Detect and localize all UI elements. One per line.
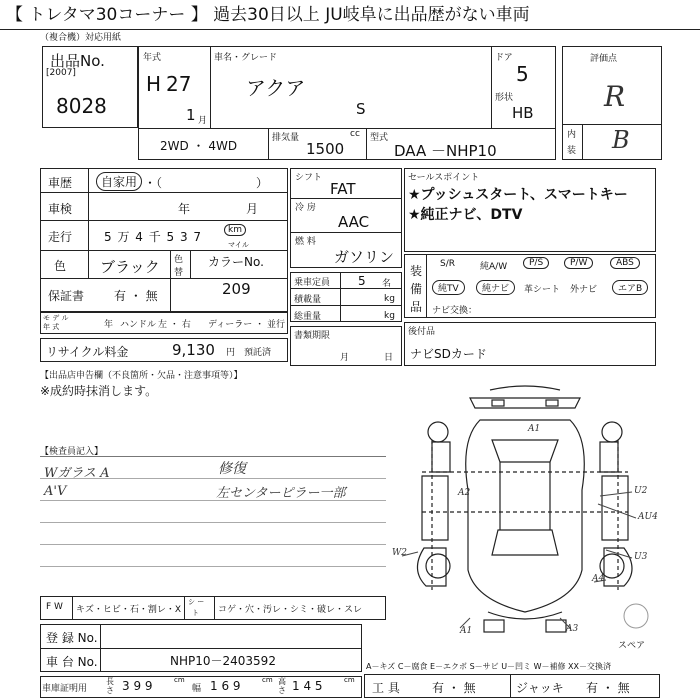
recycle-unit: 円 xyxy=(226,348,236,358)
seller-notes-value: ※成約時抹消します。 xyxy=(40,384,158,398)
model-year-month-unit: 月 xyxy=(198,116,208,126)
interior-label-1: 内 xyxy=(567,130,577,140)
color-code-value: 209 xyxy=(222,280,251,298)
fw-value: キズ・ヒビ・石・割レ・X xyxy=(76,605,181,615)
color-value: ブラック xyxy=(100,258,160,276)
fw-label: F W xyxy=(46,602,63,612)
model-year-era: H xyxy=(146,72,162,96)
equip-alloy: 純A/W xyxy=(480,262,508,272)
length-unit: cm xyxy=(174,676,185,684)
history-label: 車歴 xyxy=(48,176,73,190)
mileage-unit-km: km xyxy=(224,224,246,236)
car-name-label: 車名・グレード xyxy=(214,53,278,63)
registration-label: 登 録 No. xyxy=(46,631,98,645)
damage-mark-u3: U3 xyxy=(634,552,648,562)
color-code-label: カラーNo. xyxy=(208,255,264,269)
rating-label: 評価点 xyxy=(590,54,618,64)
color-change-label-2: 替 xyxy=(174,268,184,278)
docs-period-month: 月 xyxy=(340,353,350,363)
fuel-label: 燃 料 xyxy=(295,237,316,247)
aftermarket-label: 後付品 xyxy=(408,327,436,337)
equip-ps: P/S xyxy=(523,257,549,269)
lot-label: 出品No. xyxy=(50,52,105,70)
recycle-value: 9,130 xyxy=(172,341,215,359)
spare-label: スペア xyxy=(618,641,646,651)
car-grade-value: S xyxy=(356,100,366,118)
history-suffix: ・（ xyxy=(144,176,163,190)
seat-label-2: ト xyxy=(192,609,199,617)
inspector-line1-right: 修復 xyxy=(218,461,246,477)
model-code-label: 型式 xyxy=(370,133,389,143)
inspection-label: 車検 xyxy=(48,202,73,216)
inspection-year-unit: 年 xyxy=(178,202,191,216)
width-unit: cm xyxy=(262,676,273,684)
warranty-value: 有 ・ 無 xyxy=(114,289,158,303)
seller-notes-label: 【出品店申告欄（不良箇所・欠品・注意事項等）】 xyxy=(40,371,243,381)
inspection-month-unit: 月 xyxy=(246,202,259,216)
height-value: 1 4 5 xyxy=(292,679,323,693)
height-unit: cm xyxy=(344,676,355,684)
color-change-label-1: 色 xyxy=(174,255,184,265)
mileage-label: 走行 xyxy=(48,230,73,244)
lot-number: 8028 xyxy=(56,94,107,118)
sales-point-2: ★純正ナビ、DTV xyxy=(408,207,523,223)
capacity-label: 乗車定員 xyxy=(294,278,331,288)
load-unit: kg xyxy=(384,294,395,304)
doors-label: ドア xyxy=(495,53,513,63)
seat-label-1: シ ー xyxy=(188,598,205,606)
displacement-unit: cc xyxy=(350,129,360,139)
jack-label: ジャッキ xyxy=(516,681,564,695)
capacity-value: 5 xyxy=(358,274,366,288)
model-row-label-1: モ デ ル xyxy=(43,314,69,322)
lot-year-stamp: [2007] xyxy=(46,68,76,78)
model-code-value: DAA －NHP10 xyxy=(394,142,497,160)
docs-period-day: 日 xyxy=(384,353,394,363)
mileage-value: 5 万 4 千 5 3 7 xyxy=(104,230,203,244)
equip-abs: ABS xyxy=(610,257,640,269)
inspector-line1-left: Wガラス A xyxy=(44,466,110,481)
height-label: 高さ xyxy=(278,677,286,695)
history-value: 自家用 xyxy=(96,172,142,191)
chassis-value: NHP10－2403592 xyxy=(170,654,276,668)
equipment-label-1: 装 xyxy=(410,264,423,278)
header-note: （複合機）対応用紙 xyxy=(40,33,122,43)
equip-leather: 革シート xyxy=(524,285,561,295)
shape-label: 形状 xyxy=(495,93,514,103)
equip-airbag: エアB xyxy=(612,280,648,295)
equip-navi-swap: ナビ交換： xyxy=(432,306,478,316)
aircon-value: AAC xyxy=(338,213,370,231)
recycle-note: 預託済 xyxy=(244,348,272,358)
capacity-unit: 名 xyxy=(382,279,392,289)
aftermarket-value: ナビSDカード xyxy=(410,347,487,361)
model-year-label: 年式 xyxy=(143,53,162,63)
width-value: 1 6 9 xyxy=(210,679,241,693)
displacement-value: 1500 xyxy=(306,140,345,158)
equipment-label-3: 品 xyxy=(410,300,423,314)
inspector-label: 【検査員記入】 xyxy=(40,447,104,457)
damage-legend: A－キズ C－腐食 E－エクボ S－サビ U－凹ミ W－補修 XX－交換済 xyxy=(366,662,612,671)
model-row-label-2: 年 式 xyxy=(43,323,60,331)
sales-points-label: セールスポイント xyxy=(408,173,480,183)
certificate-label: 車庫証明用 xyxy=(42,684,88,694)
color-label: 色 xyxy=(54,259,67,273)
chassis-label: 車 台 No. xyxy=(46,655,98,669)
drive-type: 2WD ・ 4WD xyxy=(160,139,238,153)
history-close: ） xyxy=(256,176,269,190)
model-year-month: 1 xyxy=(186,106,196,124)
inspector-line2-left: A'V xyxy=(44,484,67,499)
docs-period-label: 書類期限 xyxy=(294,331,331,341)
car-name-value: アクア xyxy=(246,76,306,100)
model-row-year: 年 xyxy=(104,320,114,330)
warranty-label: 保証書 xyxy=(48,289,85,303)
equip-tv: 純TV xyxy=(432,280,465,295)
damage-mark-a1-bottom: A1 xyxy=(460,626,473,636)
interior-label-2: 装 xyxy=(567,146,577,156)
sales-point-1: ★プッシュスタート、スマートキー xyxy=(408,187,628,203)
shift-label: シフト xyxy=(295,173,323,183)
model-row-handle-value: 左 ・ 右 xyxy=(158,320,191,330)
damage-mark-w2: W2 xyxy=(392,548,407,558)
model-row-dealer: ディーラー ・ 並行 xyxy=(208,320,286,330)
equip-navi: 純ナビ xyxy=(476,280,515,295)
seat-value: コゲ・穴・汚レ・シミ・破レ・スレ xyxy=(218,605,363,615)
aircon-label: 冷 房 xyxy=(295,203,316,213)
recycle-label: リサイクル料金 xyxy=(46,345,129,359)
gross-unit: kg xyxy=(384,311,395,321)
damage-mark-a2: A2 xyxy=(458,488,471,498)
model-year-value: 27 xyxy=(166,72,192,96)
fuel-value: ガソリン xyxy=(334,248,395,266)
displacement-label: 排気量 xyxy=(272,133,300,143)
model-row-handle: ハンドル xyxy=(120,320,157,330)
length-label: 長さ xyxy=(106,677,114,695)
tools-label: 工 具 xyxy=(372,681,400,695)
damage-mark-a1-top: A1 xyxy=(528,424,541,434)
equipment-label-2: 備 xyxy=(410,282,423,296)
damage-mark-au4: AU4 xyxy=(638,512,658,522)
equip-sr: S/R xyxy=(440,259,455,269)
equip-pw: P/W xyxy=(564,257,593,269)
shape-value: HB xyxy=(512,104,534,122)
damage-mark-a4: A4 xyxy=(592,574,605,584)
width-label: 幅 xyxy=(192,684,202,694)
damage-mark-u2: U2 xyxy=(634,486,648,496)
interior-value: B xyxy=(612,126,630,154)
length-value: 3 9 9 xyxy=(122,679,153,693)
page-banner: 【 トレタマ30コーナー 】 過去30日以上 JU岐阜に出品歴がない車両 xyxy=(0,0,700,30)
jack-value: 有 ・ 無 xyxy=(586,681,630,695)
damage-mark-a3: A3 xyxy=(566,624,579,634)
load-label: 積載量 xyxy=(294,295,322,305)
shift-value: FAT xyxy=(330,180,356,198)
mileage-unit-mile: マイル xyxy=(228,241,249,249)
inspector-line2-right: 左センターピラー一部 xyxy=(216,486,346,501)
doors-value: 5 xyxy=(516,62,529,86)
equip-ext-navi: 外ナビ xyxy=(570,285,598,295)
rating-value: R xyxy=(604,80,626,113)
tools-value: 有 ・ 無 xyxy=(432,681,476,695)
gross-label: 総重量 xyxy=(294,312,322,322)
